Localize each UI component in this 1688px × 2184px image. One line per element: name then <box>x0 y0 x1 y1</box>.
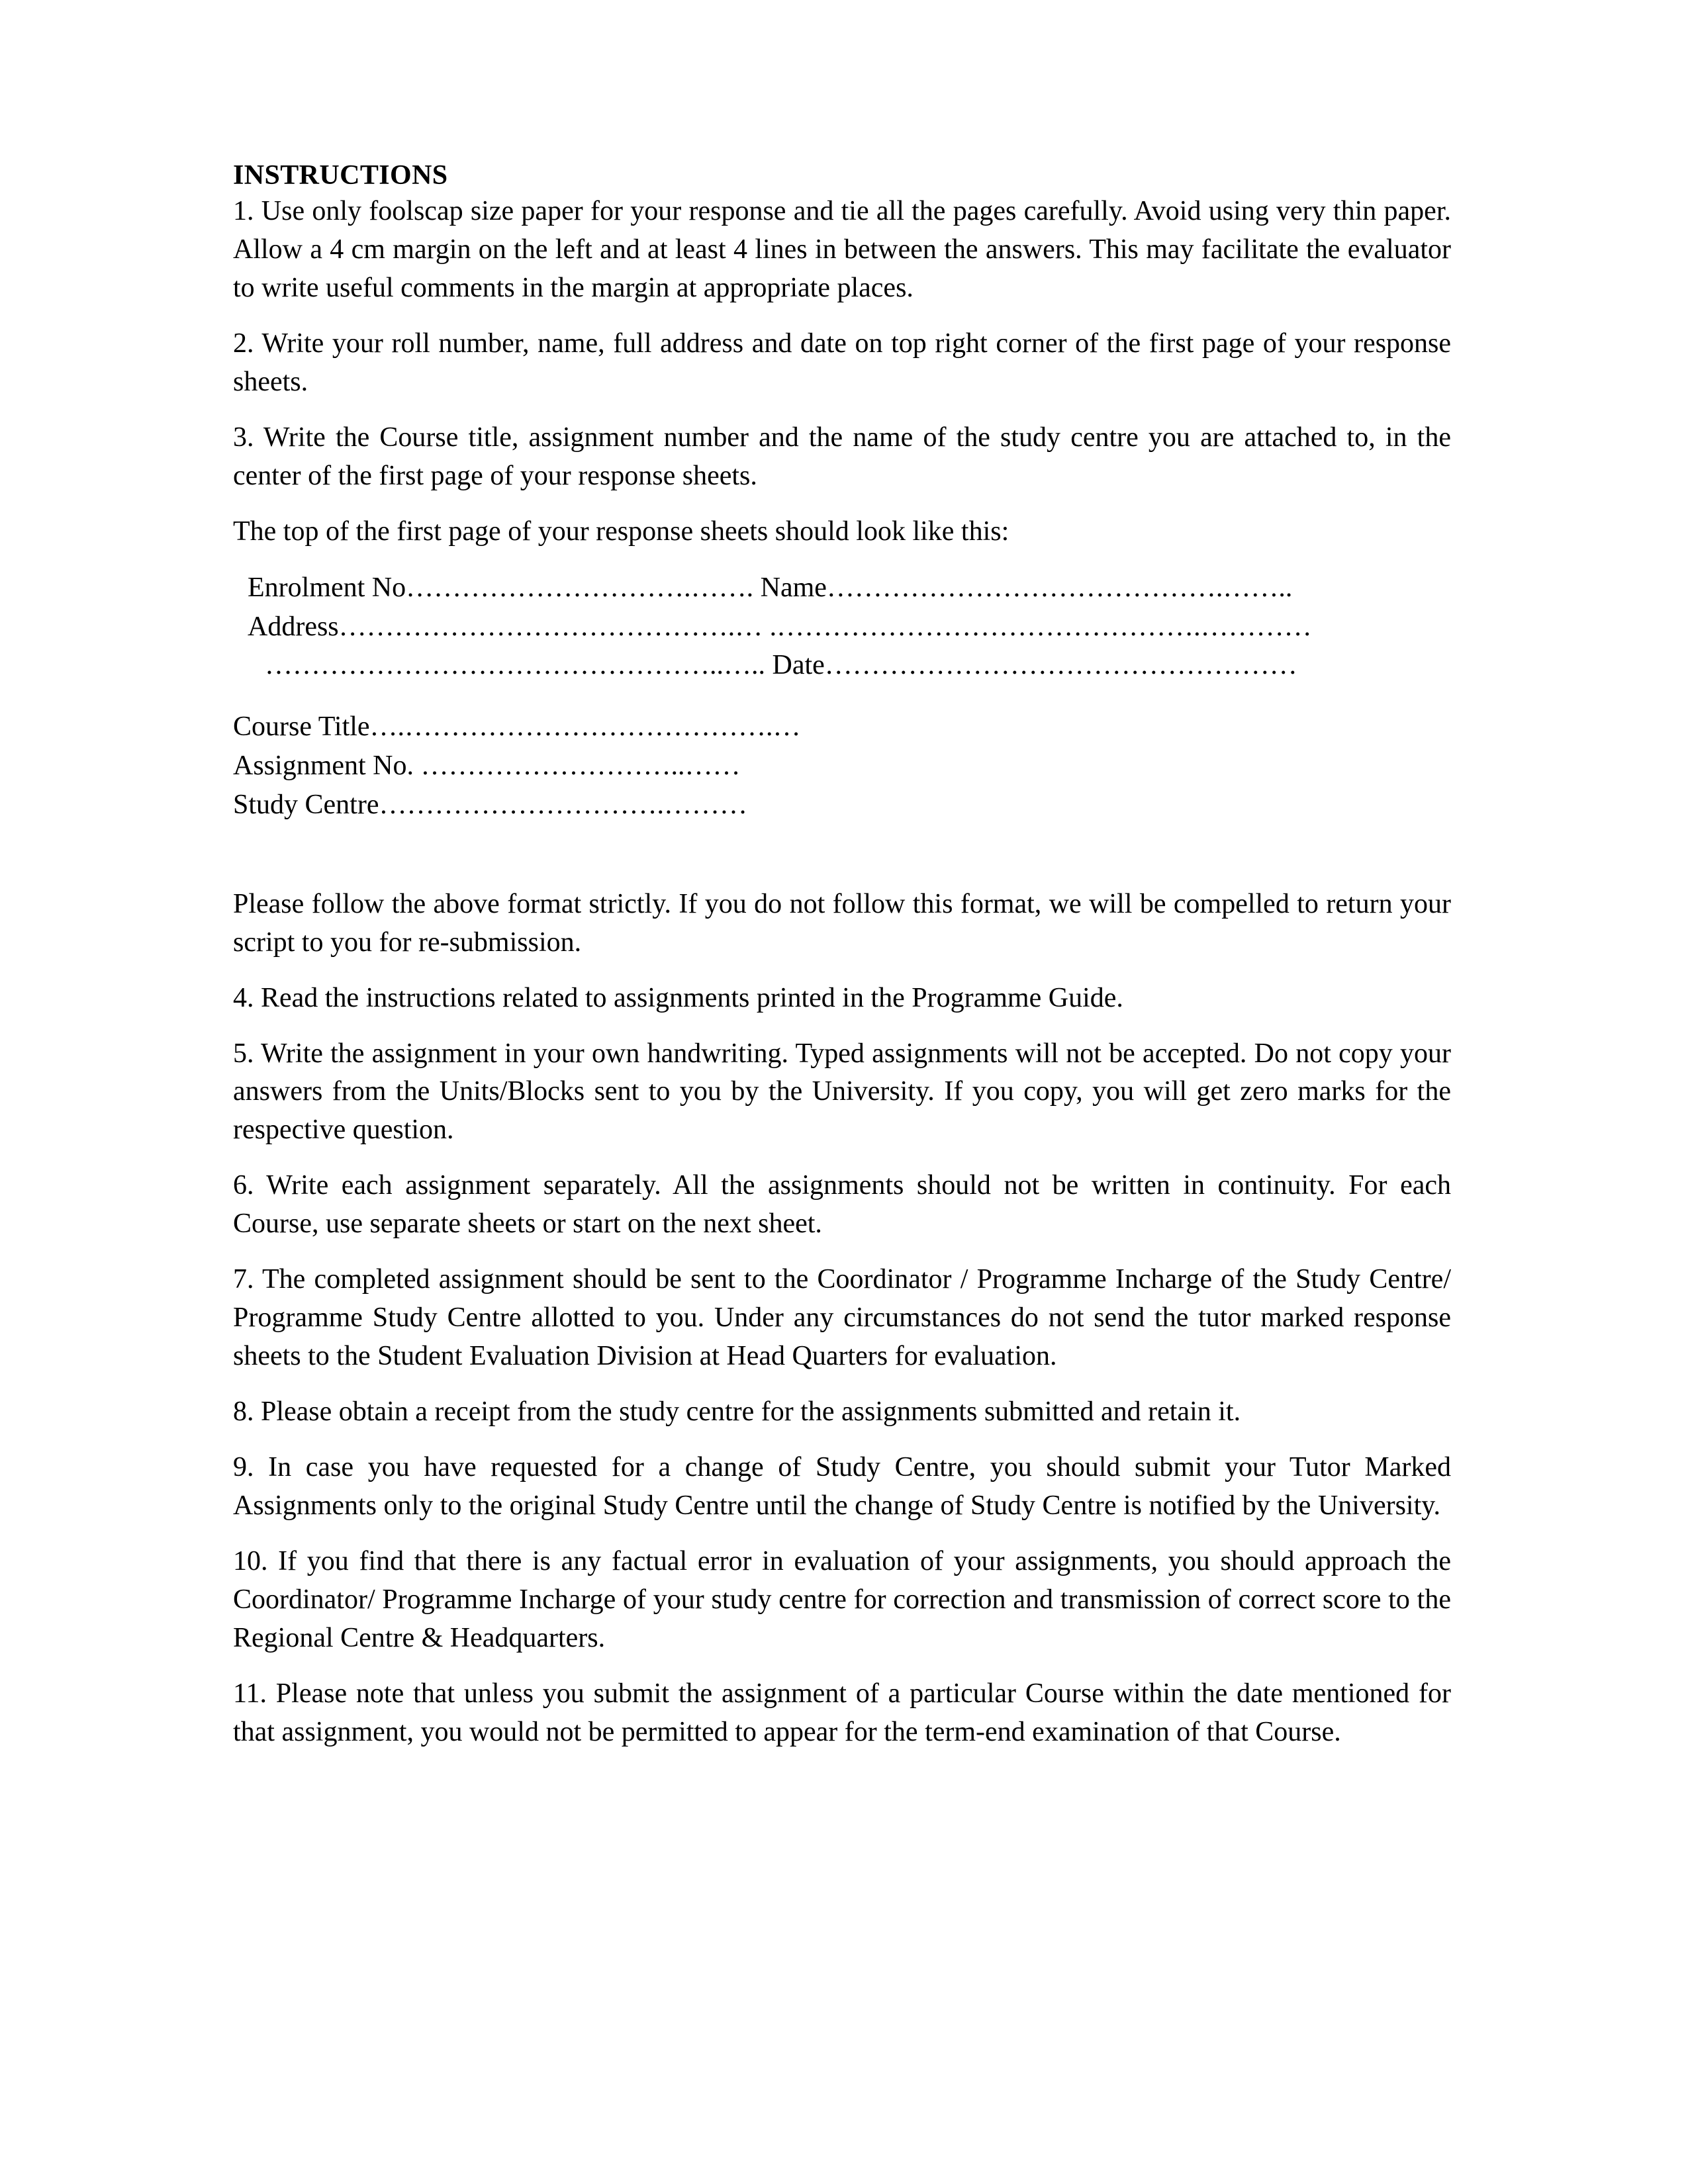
course-title-line: Course Title….………………………………….… <box>233 711 801 743</box>
course-details-sample <box>233 707 1451 824</box>
response-sheet-header-sample <box>233 569 1451 685</box>
paragraph-format-intro: The top of the first page of your response sheets should look like this: <box>233 516 1009 547</box>
address-line: Address…………………………………….… .……………………………………….………… <box>248 611 1312 642</box>
paragraph-instruction-11: 11. Please note that unless you submit the assignment of a particular Course within the date mentioned for that assignment, you would not be permitted to appear for the term-end examination of that Course. <box>233 1678 1451 1747</box>
study-centre-line: Study Centre………………………….……… <box>233 789 747 820</box>
document-body <box>233 159 1451 1769</box>
assignment-no-line: Assignment No. ………………………..…… <box>233 751 741 782</box>
page-title: INSTRUCTIONS <box>233 160 448 191</box>
paragraph-instruction-5: 5. Write the assignment in your own handwriting. Typed assignments will not be accepted. Do not copy your answers from the Units/Blocks sent to you by the University. If you copy, you will get zero marks for the respective question. <box>233 1038 1451 1146</box>
paragraph-instruction-7: 7. The completed assignment should be sent to the Coordinator / Programme Incharge of the Study Centre/ Programme Study Centre allotted to you. Under any circumstances do not send the tutor marked response sheets to the Student Evaluation Division at Head Quarters for evaluation. <box>233 1264 1451 1372</box>
paragraph-instruction-6: 6. Write each assignment separately. All the assignments should not be written in continuity. For each Course, use separate sheets or start on the next sheet. <box>233 1170 1451 1240</box>
enrolment-no-name-line: Enrolment No………………………….……. Name…………………………………….…….. <box>248 572 1293 603</box>
paragraph-instruction-9: 9. In case you have requested for a change of Study Centre, you should submit your Tutor Marked Assignments only to the original Study Centre until the change of Study Centre is notified by the University. <box>233 1452 1451 1522</box>
paragraph-format-warning: Please follow the above format strictly. If you do not follow this format, we will be compelled to return your script to you for re-submission. <box>233 888 1451 958</box>
paragraph-instruction-3: 3. Write the Course title, assignment number and the name of the study centre you are attached to, in the center of the first page of your response sheets. <box>233 422 1451 491</box>
paragraph-instruction-1: 1. Use only foolscap size paper for your response and tie all the pages carefully. Avoid using very thin paper. Allow a 4 cm margin on the left and at least 4 lines in between the answers. This may facilitate the evaluator to write useful comments in the margin at appropriate places. <box>233 196 1451 304</box>
block-spacer <box>233 825 1451 886</box>
paragraph-instruction-10: 10. If you find that there is any factual error in evaluation of your assignments, you should approach the Coordinator/ Programme Incharge of your study centre for correction and transmission of correct score to the Regional Centre & Headquarters. <box>233 1545 1451 1653</box>
paragraph-instruction-2: 2. Write your roll number, name, full address and date on top right corner of the first page of your response sheets. <box>233 328 1451 398</box>
paragraph-instruction-4: 4. Read the instructions related to assignments printed in the Programme Guide. <box>233 982 1123 1013</box>
paragraph-instruction-8: 8. Please obtain a receipt from the study centre for the assignments submitted and retain it. <box>233 1396 1241 1428</box>
date-line: …………………………………………..….. Date…………………………………………… <box>265 650 1297 681</box>
